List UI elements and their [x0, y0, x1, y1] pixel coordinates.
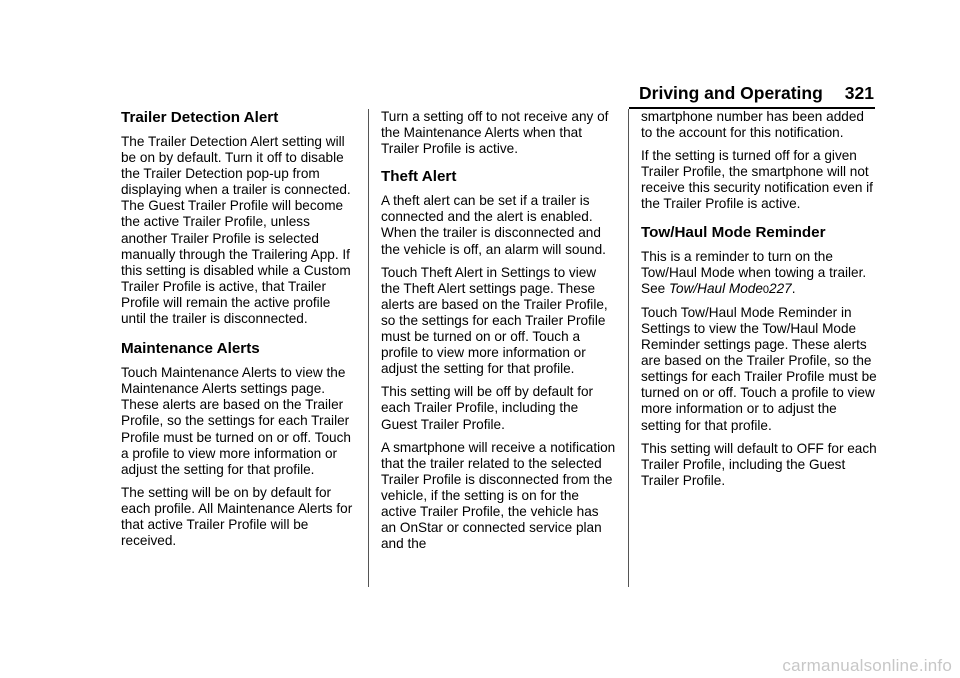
- column-divider: [628, 109, 629, 587]
- column-3: [641, 109, 877, 496]
- paragraph: The Trailer Detection Alert setting will be on by default. Turn it off to disable the Trailer Detection pop-up from displaying when a trailer is connected. The Guest Trailer Profile will become the active Trailer Profile, unless another Trailer Profile is selected manually through the Trailering App. If this setting is disabled while a Custom Trailer Profile is active, that Trailer Profile will remain the active profile until the trailer is disconnected.: [121, 134, 351, 327]
- heading-trailer-detection-alert: Trailer Detection Alert: [121, 109, 279, 126]
- paragraph: If the setting is turned off for a given Trailer Profile, the smartphone will not receive this security notification even if the Trailer Profile is active.: [641, 148, 873, 212]
- paragraph: [641, 249, 877, 298]
- paragraph: Turn a setting off to not receive any of the Maintenance Alerts when that Trailer Profile is active.: [381, 109, 609, 157]
- page-ref-arrow-icon: 0: [762, 283, 770, 296]
- heading-tow-haul-mode-reminder: Tow/Haul Mode Reminder: [641, 223, 826, 241]
- paragraph: A theft alert can be set if a trailer is connected and the alert is enabled. When the trailer is disconnected and the vehicle is off, an alarm will sound.: [381, 193, 606, 257]
- paragraph: A smartphone will receive a notification that the trailer related to the selected Trailer Profile is disconnected from the vehicle, if the setting is on for the active Trailer Profile, the vehicle has an OnStar or connected service plan and the: [381, 439, 616, 552]
- watermark: carmanualsonline.info: [782, 656, 952, 675]
- paragraph: The setting will be on by default for each profile. All Maintenance Alerts for that active Trailer Profile will be received.: [121, 484, 353, 549]
- paragraph: Touch Maintenance Alerts to view the Maintenance Alerts settings page. These alerts are based on the Trailer Profile, so the settings for each Trailer Profile must be turned on or off. Touch a profile to view more information or adjust the setting for that profile.: [121, 365, 351, 477]
- paragraph: Touch Tow/Haul Mode Reminder in Settings to view the Tow/Haul Mode Reminder settings page. These alerts are based on the Trailer Profile, so the settings for each Trailer Profile must be turned on or off. Touch a profile to view more information or to adjust the setting for that profile.: [641, 304, 877, 433]
- page-header: [0, 82, 874, 104]
- page-number: 321: [844, 83, 874, 103]
- heading-maintenance-alerts: Maintenance Alerts: [121, 340, 260, 358]
- heading-theft-alert: Theft Alert: [381, 168, 457, 186]
- paragraph: This setting will default to OFF for each Trailer Profile, including the Guest Trailer Profile.: [641, 440, 877, 488]
- column-1: [121, 109, 357, 556]
- cross-reference-link[interactable]: Tow/Haul Mode: [668, 280, 763, 296]
- paragraph: smartphone number has been added to the account for this notification.: [641, 109, 864, 141]
- paragraph-text: .: [791, 280, 796, 296]
- paragraph-text: This is a reminder to turn on the Tow/Haul Mode when towing a trailer. See: [641, 248, 867, 296]
- section-title: Driving and Operating: [639, 83, 823, 103]
- paragraph: This setting will be off by default for each Trailer Profile, including the Guest Trailer Profile.: [381, 384, 594, 432]
- column-divider: [368, 109, 369, 587]
- cross-reference-page[interactable]: 227: [769, 280, 792, 296]
- paragraph: Touch Theft Alert in Settings to view the Theft Alert settings page. These alerts are based on the Trailer Profile, so the settings for each Trailer Profile must be turned on or off. Touch a profile to view more information or adjust the setting for that profile.: [381, 264, 608, 377]
- column-2: [381, 109, 617, 559]
